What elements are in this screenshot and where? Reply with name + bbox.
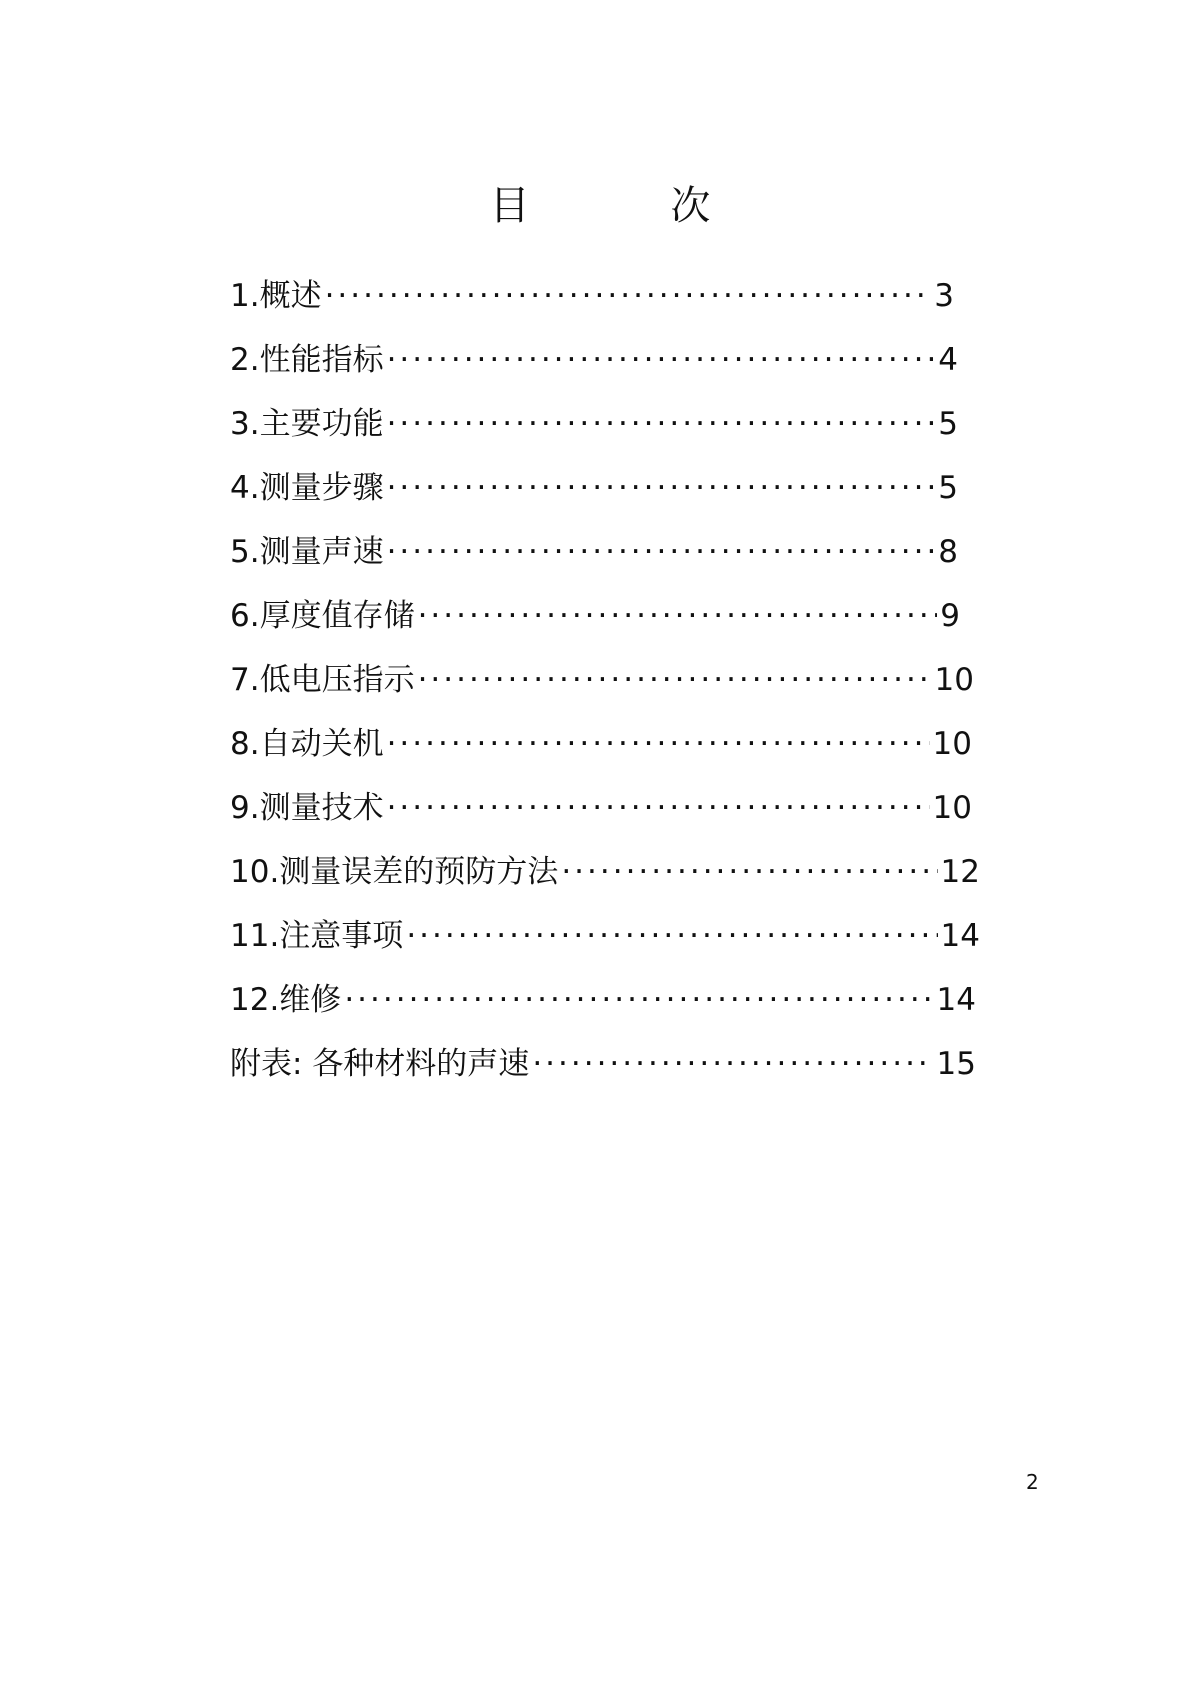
toc-dot-leader [387,470,936,506]
toc-entry-label: 5.测量声速 [230,534,384,570]
page-title: 目 次 [489,183,775,229]
toc-dot-leader [325,278,932,314]
toc-entry-page: 4 [938,342,958,378]
toc-entry-label: 12.维修 [230,982,342,1018]
toc-dot-leader [387,790,930,826]
toc-entry-label: 6.厚度值存储 [230,598,415,634]
toc-dot-leader [387,406,936,442]
toc-entry-label: 9.测量技术 [230,790,384,826]
toc-entry-label: 11.注意事项 [230,918,404,954]
toc-entry-page: 10 [934,662,974,698]
toc-entry-label: 2.性能指标 [230,342,384,378]
toc-entry-page: 9 [940,598,960,634]
toc-entry-page: 10 [932,726,972,762]
toc-entry[interactable] [230,782,972,846]
toc-entry-page: 8 [938,534,958,570]
toc-entry[interactable] [230,462,958,526]
table-of-contents [230,270,980,1102]
toc-entry-label: 3.主要功能 [230,406,384,442]
toc-entry-page: 3 [934,278,954,314]
page-number: 2 [1026,1470,1039,1494]
toc-entry[interactable] [230,910,980,974]
toc-entry[interactable] [230,654,974,718]
toc-entry-label: 10.测量误差的预防方法 [230,854,559,890]
toc-entry[interactable] [230,846,980,910]
toc-entry-page: 12 [940,854,980,890]
toc-dot-leader [418,598,938,634]
toc-dot-leader [406,918,937,954]
toc-dot-leader [387,726,930,762]
toc-entry[interactable] [230,270,954,334]
toc-entry-page: 14 [940,918,980,954]
toc-dot-leader [418,662,932,698]
toc-entry-label: 7.低电压指示 [230,662,415,698]
toc-entry[interactable] [230,334,958,398]
toc-entry[interactable] [230,590,960,654]
toc-entry-label: 8.自动关机 [230,726,384,762]
toc-entry-page: 5 [938,406,958,442]
toc-entry-page: 14 [936,982,976,1018]
toc-dot-leader [387,342,936,378]
toc-dot-leader [532,1046,933,1082]
toc-entry-page: 15 [936,1046,976,1082]
toc-entry[interactable] [230,974,976,1038]
toc-entry[interactable] [230,398,958,462]
toc-entry[interactable] [230,718,972,782]
toc-dot-leader [387,534,936,570]
toc-entry-label: 4.测量步骤 [230,470,384,506]
toc-entry[interactable] [230,1038,976,1102]
toc-dot-leader [344,982,933,1018]
toc-entry-page: 10 [932,790,972,826]
toc-dot-leader [561,854,937,890]
toc-entry-label: 1.概述 [230,278,322,314]
toc-entry-label: 附表: 各种材料的声速 [230,1046,530,1082]
toc-entry[interactable] [230,526,958,590]
toc-entry-page: 5 [938,470,958,506]
